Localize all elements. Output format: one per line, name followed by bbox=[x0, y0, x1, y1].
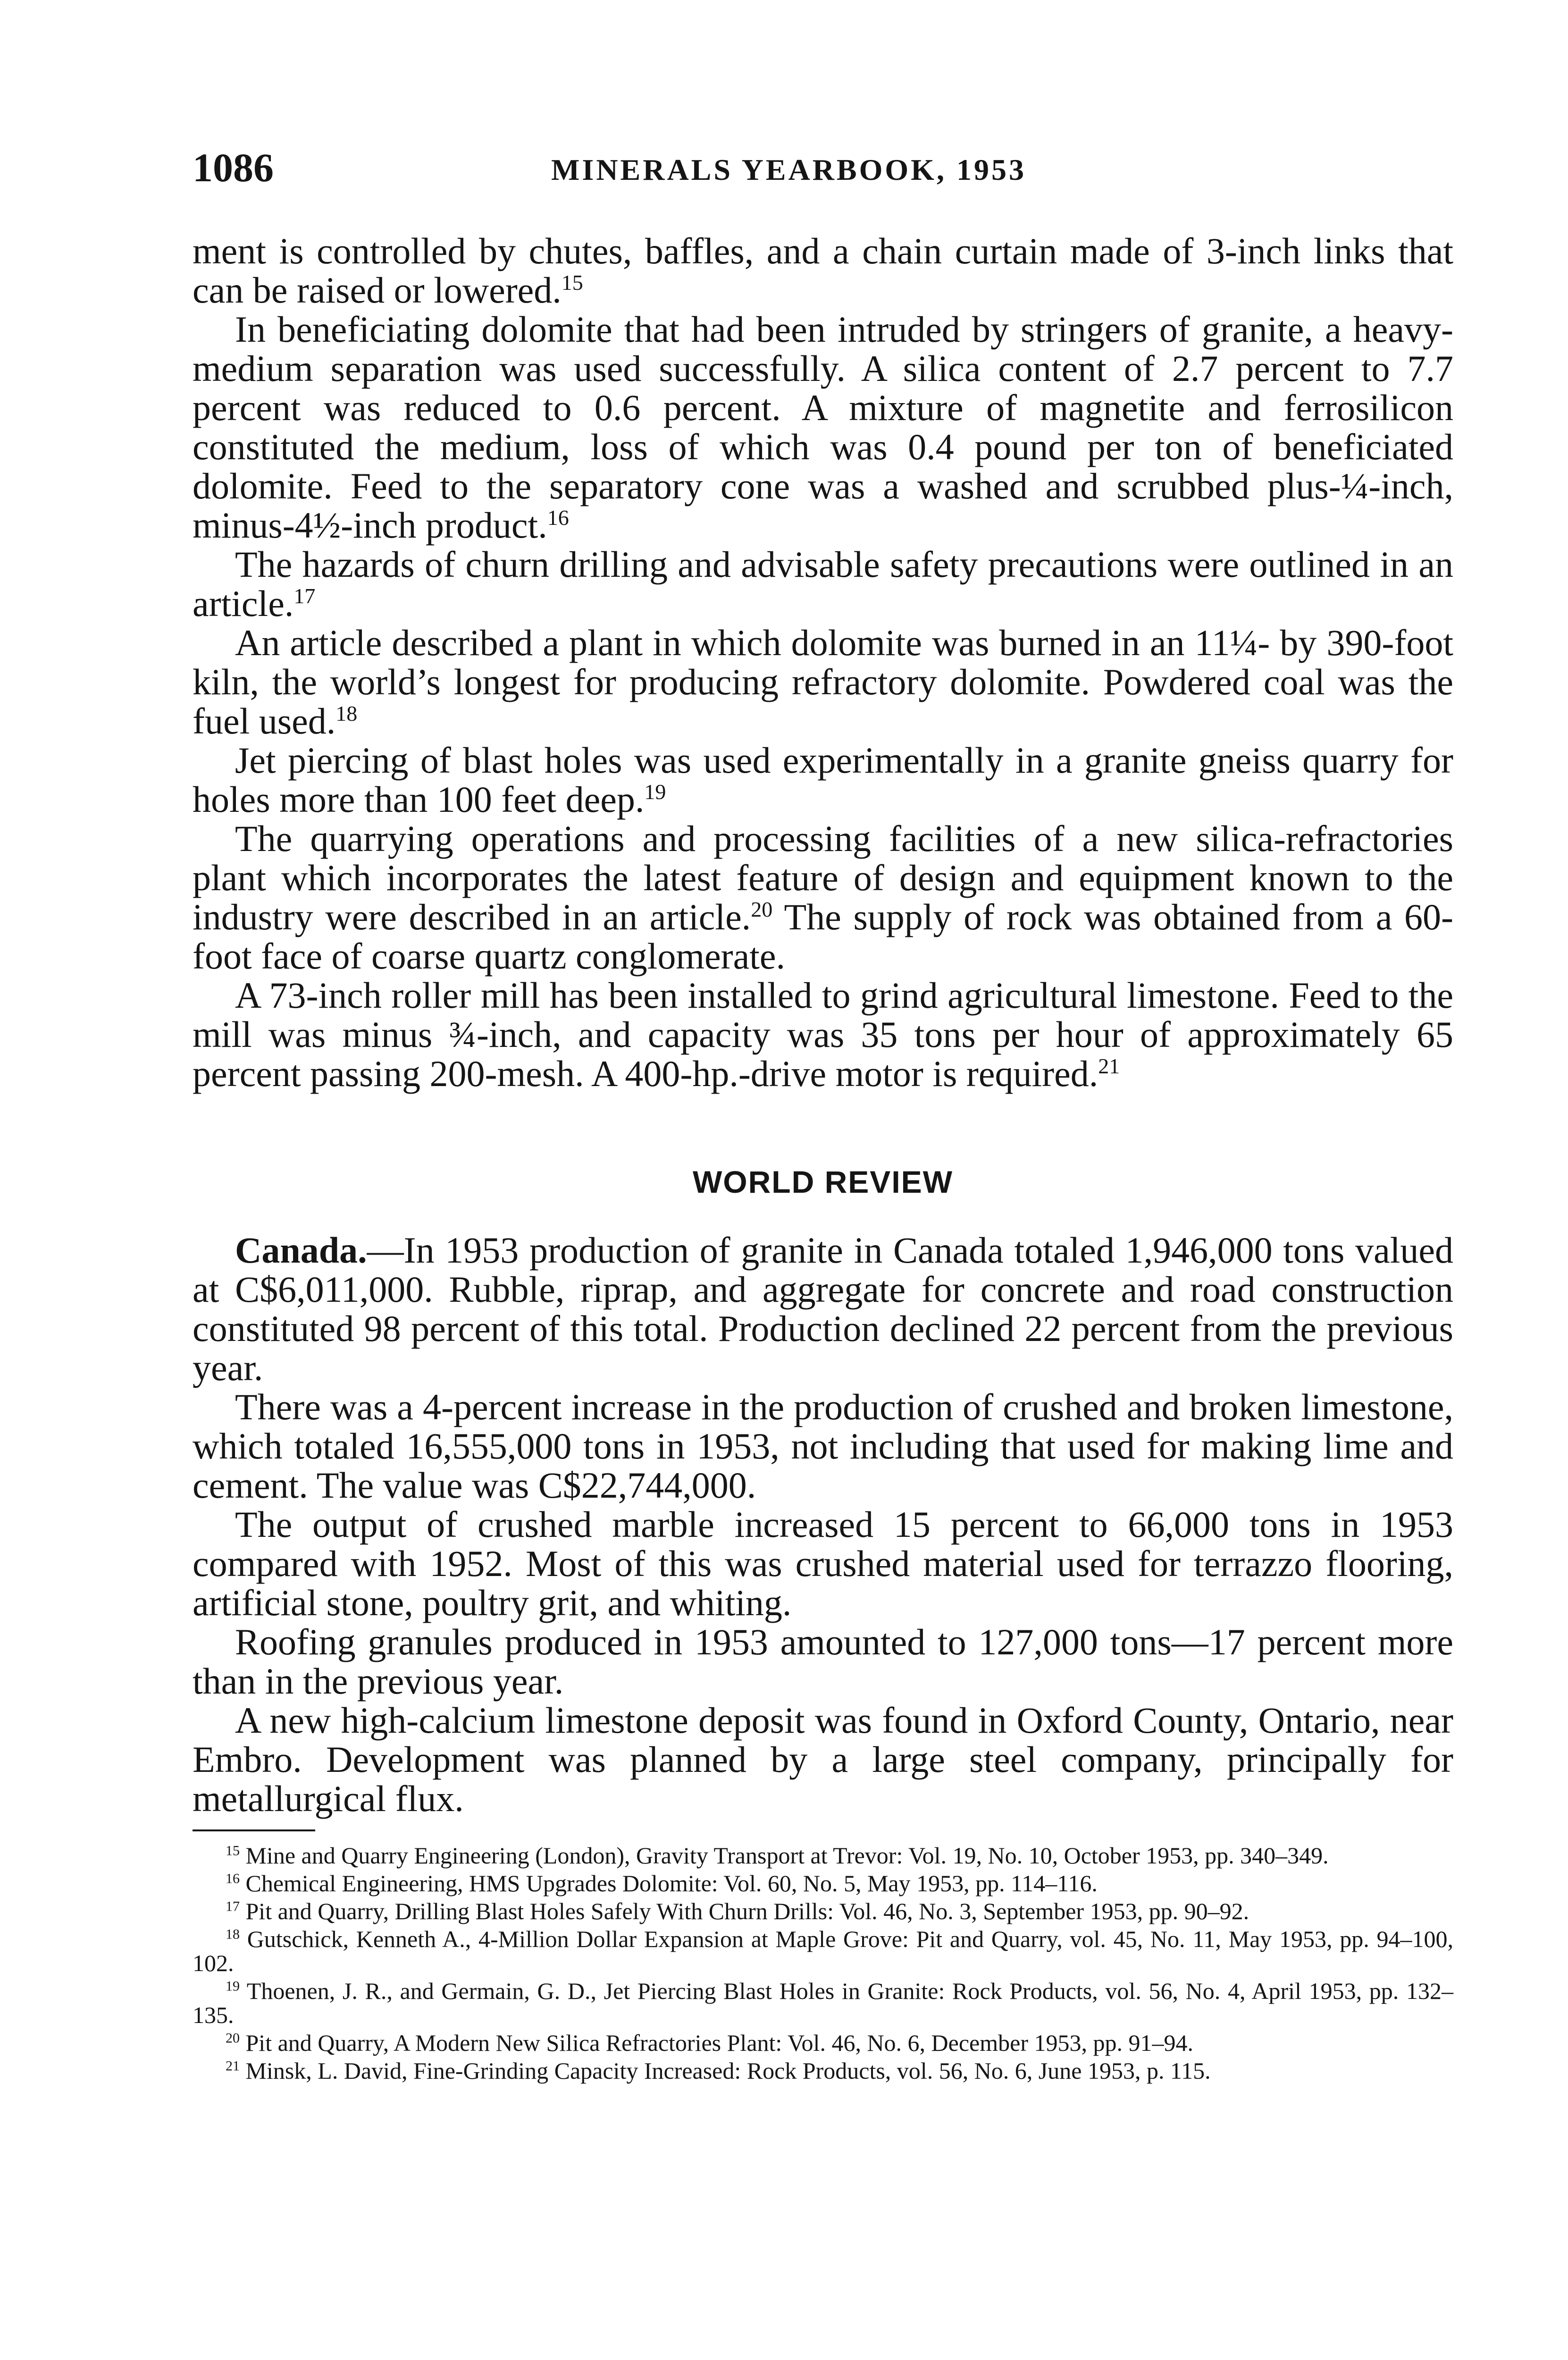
paragraph-canada-marble: The output of crushed marble increased 15 percent to 66,000 tons in 1953 compared with 1952. Most of this was crushed material used for terrazzo flooring, artificial stone, poultry grit, and whiting. bbox=[193, 1504, 1453, 1623]
footnote-21: $^{21}$ Minsk, L. David, Fine-Grinding Capacity Increased: Rock Products, vol. 56, No. 6, June 1953, p. 115. bbox=[226, 2057, 1211, 2084]
footnote-ref-19: 19 bbox=[644, 780, 666, 804]
section-heading-world-review: WORLD REVIEW bbox=[693, 1164, 953, 1199]
footnote-ref-20: 20 bbox=[751, 897, 773, 921]
page-number: 1086 bbox=[193, 145, 274, 190]
footnote-20: $^{20}$ Pit and Quarry, A Modern New Silica Refractories Plant: Vol. 46, No. 6, December 1953, pp. 91–94. bbox=[226, 2030, 1193, 2056]
footnotes bbox=[193, 1844, 1453, 2083]
footnote-19: $^{19}$ Thoenen, J. R., and Germain, G. D., Jet Piercing Blast Holes in Granite: Rock Products, vol. 56, No. 4, April 1953, pp. 132–135. bbox=[193, 1978, 1453, 2028]
footnote-16: $^{16}$ Chemical Engineering, HMS Upgrades Dolomite: Vol. 60, No. 5, May 1953, pp. 114–116. bbox=[226, 1870, 1098, 1896]
footnote-ref-17: 17 bbox=[293, 584, 316, 608]
paragraph-roller-mill: A 73-inch roller mill has been installed to grind agricultural limestone. Feed to the mill was minus ¾-inch, and capacity was 35 tons per hour of approximately 65 percent passing 200-mesh. A 400-hp.-drive motor is required.$^{21}$ bbox=[193, 975, 1453, 1094]
footnote-ref-18: 18 bbox=[335, 701, 358, 725]
footnote-ref-16: 16 bbox=[547, 506, 569, 530]
body-text bbox=[193, 231, 1453, 2087]
footnote-18: $^{18}$ Gutschick, Kenneth A., 4-Million Dollar Expansion at Maple Grove: Pit and Quarry, vol. 45, No. 11, May 1953, pp. 94–100, 102. bbox=[193, 1926, 1453, 1976]
paragraph-canada-limestone: There was a 4-percent increase in the production of crushed and broken limestone, which totaled 16,555,000 tons in 1953, not including that used for making lime and cement. The value was C$22,744,000. bbox=[193, 1386, 1453, 1506]
footnote-ref-15: 15 bbox=[561, 270, 583, 295]
paragraph-canada-granite: Canada.—In 1953 production of granite in Canada totaled 1,946,000 tons valued at C$6,011,000. Rubble, riprap, and aggregate for concrete and road construction constituted 98 percent of this total. Production declined 22 percent from the previous year. bbox=[193, 1230, 1453, 1388]
paragraph-canada-new-deposit: A new high-calcium limestone deposit was found in Oxford County, Ontario, near Embro. Development was planned by a large steel company, principally for metallurgical flux. bbox=[193, 1700, 1453, 1819]
paragraph-dolomite-beneficiation: In beneficiating dolomite that had been intruded by stringers of granite, a heavy-medium separation was used successfully. A silica content of 2.7 percent to 7.7 percent was reduced to 0.6 percent. A mixture of magnetite and ferrosilicon constituted the medium, loss of which was 0.4 pound per ton of beneficiated dolomite. Feed to the separatory cone was a washed and scrubbed plus-¼-inch, minus-4½-inch product.$^{16}$ bbox=[193, 309, 1453, 546]
paragraph-jet-piercing: Jet piercing of blast holes was used experimentally in a granite gneiss quarry for holes more than 100 feet deep.$^{19}$ bbox=[193, 740, 1453, 820]
paragraph-dolomite-kiln: An article described a plant in which dolomite was burned in an 11¼- by 390-foot kiln, the world’s longest for producing refractory dolomite. Powdered coal was the fuel used.$^{18}$ bbox=[193, 622, 1453, 742]
runin-canada: Canada. bbox=[235, 1230, 367, 1271]
footnote-17: $^{17}$ Pit and Quarry, Drilling Blast Holes Safely With Churn Drills: Vol. 46, No. 3, September 1953, pp. 90–92. bbox=[226, 1898, 1249, 1924]
footnote-rule bbox=[193, 1829, 315, 1831]
paragraph-silica-refractories: The quarrying operations and processing facilities of a new silica-refractories plant which incorporates the latest feature of design and equipment known to the industry were described in an article.$^{20}$ The supply of rock was obtained from a 60-foot face of coarse quartz conglomerate. bbox=[193, 818, 1453, 977]
footnote-ref-21: 21 bbox=[1098, 1054, 1120, 1078]
running-title: MINERALS YEARBOOK, 1953 bbox=[551, 153, 1026, 186]
paragraph-churn-drilling: The hazards of churn drilling and advisable safety precautions were outlined in an article.$^{17}$ bbox=[193, 544, 1453, 624]
footnote-15: $^{15}$ Mine and Quarry Engineering (London), Gravity Transport at Trevor: Vol. 19, No. 10, October 1953, pp. 340–349. bbox=[226, 1842, 1329, 1869]
page-header bbox=[193, 144, 1453, 196]
paragraph-canada-roofing-granules: Roofing granules produced in 1953 amounted to 127,000 tons—17 percent more than in the previous year. bbox=[193, 1621, 1453, 1702]
paragraph-chutes: ment is controlled by chutes, baffles, and a chain curtain made of 3-inch links that can be raised or lowered.$^{15}$ bbox=[193, 230, 1453, 311]
